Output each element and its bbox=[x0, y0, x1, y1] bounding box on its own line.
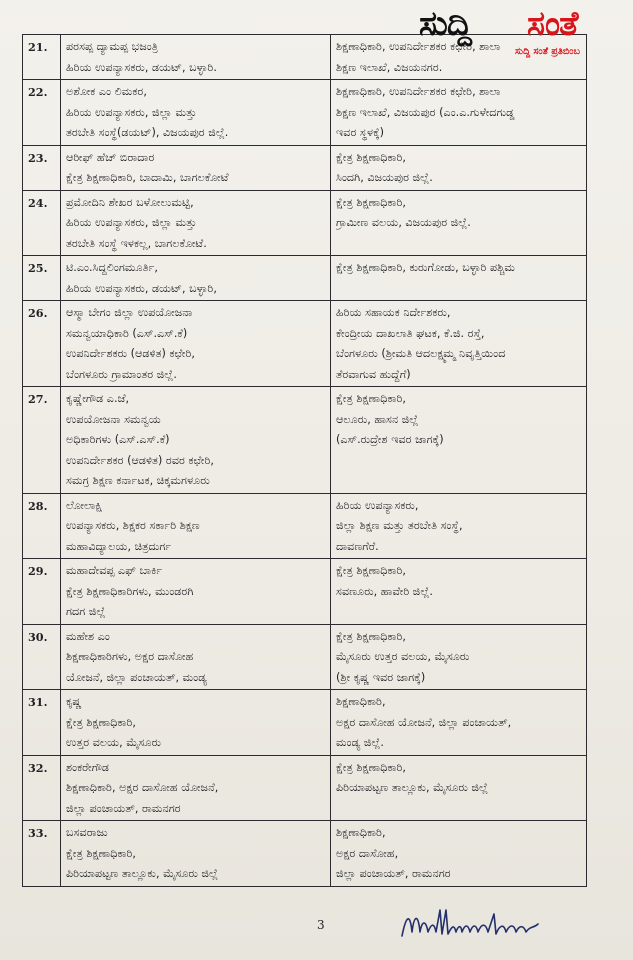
new-post-line: (ಶ್ರೀ ಕೃಷ್ಣ ಇವರ ಜಾಗಕ್ಕೆ) bbox=[336, 670, 426, 684]
serial-number: 28. bbox=[23, 493, 61, 559]
new-post-line: ಶಿಕ್ಷಣಾಧಿಕಾರಿ, ಉಪನಿರ್ದೇಶಕರ ಕಛೇರಿ, ಶಾಲಾ bbox=[336, 40, 501, 53]
current-post-line: ಆರೀಫ್ ಹೆಚ್ ಬಿರಾದಾರ bbox=[66, 150, 155, 164]
table-row bbox=[23, 256, 587, 301]
serial-number: 22. bbox=[23, 80, 61, 146]
serial-number: 33. bbox=[23, 821, 61, 887]
current-post-line: ತರಬೇತಿ ಸಂಸ್ಥೆ ಇಳಕಲ್ಲ, ಬಾಗಲಕೋಟೆ. bbox=[66, 236, 207, 250]
current-post-line: ಕ್ಷೇತ್ರ ಶಿಕ್ಷಣಾಧಿಕಾರಿ, ಬಾದಾಮಿ, ಬಾಗಲಕೋಟೆ bbox=[66, 171, 229, 184]
current-post-cell bbox=[61, 80, 331, 146]
current-post-line: ಪಿರಿಯಾಪಟ್ಟಣ ತಾಲ್ಲೂಕು, ಮೈಸೂರು ಜಿಲ್ಲೆ bbox=[66, 867, 218, 880]
new-post-cell bbox=[331, 624, 587, 690]
new-post-line: ಬೆಂಗಳೂರು (ಶ್ರೀಮತಿ ಆದಲಕ್ಷ್ಮಮ್ಮ ನಿವೃತ್ತಿಯಿಂದ bbox=[336, 347, 506, 360]
current-post-line: ಬೆಂಗಳೂರು ಗ್ರಾಮಾಂತರ ಜಿಲ್ಲೆ. bbox=[66, 367, 177, 381]
table-row bbox=[23, 690, 587, 756]
current-post-cell bbox=[61, 301, 331, 387]
current-post-line: ಶಿಕ್ಷಣಾಧಿಕಾರಿ, ಅಕ್ಷರ ದಾಸೋಹ ಯೋಜನೆ, bbox=[66, 781, 219, 794]
current-post-cell bbox=[61, 190, 331, 256]
new-post-line: ಕ್ಷೇತ್ರ ಶಿಕ್ಷಣಾಧಿಕಾರಿ, bbox=[336, 195, 406, 209]
new-post-line: ತೆರವಾಗುವ ಹುದ್ದೆಗೆ) bbox=[336, 367, 411, 381]
transfer-table bbox=[22, 34, 587, 887]
new-post-line: ಶಿಕ್ಷಣ ಇಲಾಖೆ, ವಿಜಯನಗರ. bbox=[336, 60, 443, 74]
current-post-line: ತರಬೇತಿ ಸಂಸ್ಥೆ(ಡಯಟ್), ವಿಜಯಪುರ ಜಿಲ್ಲೆ. bbox=[66, 126, 229, 139]
new-post-line: ಅಕ್ಷರ ದಾಸೋಹ, bbox=[336, 846, 399, 860]
current-post-line: ಉಪಯೋಜನಾ ಸಮನ್ವಯ bbox=[66, 412, 161, 426]
current-post-line: ಕ್ಷೇತ್ರ ಶಿಕ್ಷಣಾಧಿಕಾರಿ, bbox=[66, 715, 136, 729]
current-post-line: ಹಿರಿಯ ಉಪನ್ಯಾಸಕರು, ಡಯಟ್, ಬಳ್ಳಾರಿ, bbox=[66, 281, 217, 295]
current-post-line: ಮಹಾದೇವಪ್ಪ ಎಫ್ ಬಾರ್ಕಿ bbox=[66, 564, 163, 577]
serial-number: 21. bbox=[23, 35, 61, 80]
current-post-cell bbox=[61, 624, 331, 690]
new-post-cell bbox=[331, 755, 587, 821]
new-post-cell bbox=[331, 301, 587, 387]
new-post-cell bbox=[331, 256, 587, 301]
current-post-line: ಶಂಕರೇಗೌಡ bbox=[66, 760, 110, 774]
current-post-line: ಸಮನ್ವಯಾಧಿಕಾರಿ (ಎಸ್.ಎಸ್.ಕೆ) bbox=[66, 326, 188, 340]
current-post-line: ಕ್ಷೇತ್ರ ಶಿಕ್ಷಣಾಧಿಕಾರಿ, bbox=[66, 846, 136, 860]
current-post-cell bbox=[61, 35, 331, 80]
table-row bbox=[23, 301, 587, 387]
current-post-line: ಆಸ್ಮಾ ಬೇಗಂ ಜಿಲ್ಲಾ ಉಪಯೋಜನಾ bbox=[66, 306, 193, 319]
table-row bbox=[23, 493, 587, 559]
table-row bbox=[23, 755, 587, 821]
new-post-cell bbox=[331, 690, 587, 756]
new-post-line: ಕ್ಷೇತ್ರ ಶಿಕ್ಷಣಾಧಿಕಾರಿ, bbox=[336, 760, 406, 774]
new-post-line: ಸಿಂದಗಿ, ವಿಜಯಪುರ ಜಿಲ್ಲೆ. bbox=[336, 171, 433, 184]
current-post-cell bbox=[61, 755, 331, 821]
current-post-line: ಅಧಿಕಾರಿಗಳು (ಎಸ್.ಎಸ್.ಕೆ) bbox=[66, 433, 170, 446]
current-post-line: ಮಹಾವಿದ್ಯಾಲಯ, ಚಿತ್ರದುರ್ಗ bbox=[66, 539, 172, 553]
serial-number: 23. bbox=[23, 145, 61, 190]
new-post-cell bbox=[331, 821, 587, 887]
new-post-line: ಅಕ್ಷರ ದಾಸೋಹ ಯೋಜನೆ, ಜಿಲ್ಲಾ ಪಂಚಾಯತ್, bbox=[336, 715, 512, 729]
new-post-cell bbox=[331, 387, 587, 494]
handwritten-signature bbox=[398, 902, 568, 946]
logo-word-1: ಸುದ್ದಿ bbox=[419, 4, 471, 44]
new-post-line: ಜಿಲ್ಲಾ ಪಂಚಾಯತ್, ರಾಮನಗರ bbox=[336, 867, 451, 880]
new-post-line: ಕ್ಷೇತ್ರ ಶಿಕ್ಷಣಾಧಿಕಾರಿ, bbox=[336, 629, 406, 643]
new-post-line: ಹಿರಿಯ ಸಹಾಯಕ ನಿರ್ದೇಶಕರು, bbox=[336, 306, 451, 319]
current-post-line: ಕ್ಷೇತ್ರ ಶಿಕ್ಷಣಾಧಿಕಾರಿಗಳು, ಮುಂಡರಗಿ bbox=[66, 584, 194, 598]
current-post-line: ಕೃಷ್ಣೇಗೌಡ ಎ.ಜೆ, bbox=[66, 392, 130, 405]
new-post-line: ಕೇಂದ್ರೀಯ ದಾಖಲಾತಿ ಘಟಕ, ಕೆ.ಜಿ. ರಸ್ತೆ, bbox=[336, 326, 485, 340]
current-post-cell bbox=[61, 387, 331, 494]
current-post-line: ಹಿರಿಯ ಉಪನ್ಯಾಸಕರು, ಡಯಟ್, ಬಳ್ಳಾರಿ. bbox=[66, 60, 217, 74]
news-logo bbox=[419, 4, 629, 60]
new-post-line: ಶಿಕ್ಷಣಾಧಿಕಾರಿ, bbox=[336, 826, 386, 839]
current-post-line: ಪರಸಪ್ಪ ದ್ಯಾಮಪ್ಪ ಭಜಂತ್ರಿ bbox=[66, 40, 159, 53]
current-post-line: ಉಪನ್ಯಾಸಕರು, ಶಿಕ್ಷಕರ ಸರ್ಕಾರಿ ಶಿಕ್ಷಣ bbox=[66, 519, 200, 532]
new-post-cell bbox=[331, 493, 587, 559]
table-row bbox=[23, 387, 587, 494]
new-post-line: ಕ್ಷೇತ್ರ ಶಿಕ್ಷಣಾಧಿಕಾರಿ, bbox=[336, 564, 406, 577]
current-post-line: ಶಿಕ್ಷಣಾಧಿಕಾರಿಗಳು, ಅಕ್ಷರ ದಾಸೋಹ bbox=[66, 650, 194, 663]
new-post-line: ಶಿಕ್ಷಣಾಧಿಕಾರಿ, bbox=[336, 695, 386, 708]
table-row bbox=[23, 821, 587, 887]
logo-tagline: ಸುದ್ದಿ ಸಂತೆ ಪ್ರತಿಬಿಂಬ bbox=[515, 46, 580, 57]
table-row bbox=[23, 624, 587, 690]
new-post-line: ಆಲೂರು, ಹಾಸನ ಜಿಲ್ಲೆ bbox=[336, 412, 419, 426]
current-post-line: ಪ್ರಮೋದಿನಿ ಶೇಖರ ಬಳೋಲುಮಟ್ಟಿ, bbox=[66, 195, 194, 209]
current-post-line: ಬಸವರಾಜು bbox=[66, 826, 108, 839]
transfer-table-body bbox=[23, 35, 587, 887]
current-post-line: ಮಹೇಶ ಎಂ bbox=[66, 629, 110, 643]
new-post-line: ಶಿಕ್ಷಣ ಇಲಾಖೆ, ವಿಜಯಪುರ (ಎಂ.ಎ.ಗುಳೇದಗುಡ್ಡ bbox=[336, 105, 515, 119]
new-post-line: ಗ್ರಾಮೀಣ ವಲಯ, ವಿಜಯಪುರ ಜಿಲ್ಲೆ. bbox=[336, 216, 471, 229]
new-post-line: ಶಿಕ್ಷಣಾಧಿಕಾರಿ, ಉಪನಿರ್ದೇಶಕರ ಕಛೇರಿ, ಶಾಲಾ bbox=[336, 85, 501, 98]
current-post-cell bbox=[61, 145, 331, 190]
current-post-line: ಗದಗ ಜಿಲ್ಲೆ bbox=[66, 605, 106, 618]
new-post-line: ಸವಣೂರು, ಹಾವೇರಿ ಜಿಲ್ಲೆ. bbox=[336, 584, 433, 598]
new-post-line: (ಎಸ್.ರುದ್ರೇಶ ಇವರ ಜಾಗಕ್ಕೆ) bbox=[336, 433, 444, 446]
new-post-line: ಕ್ಷೇತ್ರ ಶಿಕ್ಷಣಾಧಿಕಾರಿ, bbox=[336, 392, 406, 405]
current-post-line: ಲೋಲಾಕ್ಷಿ bbox=[66, 498, 103, 512]
serial-number: 26. bbox=[23, 301, 61, 387]
current-post-line: ಅಶೋಕ ಎಂ ಲಿಮಕರ, bbox=[66, 85, 147, 98]
table-row bbox=[23, 559, 587, 625]
page-number: 3 bbox=[317, 918, 325, 932]
current-post-line: ಟಿ.ಎಂ.ಸಿದ್ದಲಿಂಗಮೂರ್ತಿ, bbox=[66, 261, 158, 274]
current-post-cell bbox=[61, 690, 331, 756]
new-post-cell bbox=[331, 559, 587, 625]
serial-number: 31. bbox=[23, 690, 61, 756]
new-post-cell bbox=[331, 80, 587, 146]
serial-number: 27. bbox=[23, 387, 61, 494]
new-post-line: ಪಿರಿಯಾಪಟ್ಟಣ ತಾಲ್ಲೂಕು, ಮೈಸೂರು ಜಿಲ್ಲೆ bbox=[336, 781, 488, 794]
new-post-cell bbox=[331, 145, 587, 190]
new-post-line: ಇವರ ಸ್ಥಳಕ್ಕೆ) bbox=[336, 126, 384, 139]
new-post-line: ಕ್ಷೇತ್ರ ಶಿಕ್ಷಣಾಧಿಕಾರಿ, ಕುರುಗೋಡು, ಬಳ್ಳಾರಿ ಪಶ್ಚಿಮ bbox=[336, 261, 516, 274]
current-post-line: ಜಿಲ್ಲಾ ಪಂಚಾಯತ್, ರಾಮನಗರ bbox=[66, 801, 181, 815]
new-post-line: ದಾವಣಗೆರೆ. bbox=[336, 539, 379, 553]
serial-number: 30. bbox=[23, 624, 61, 690]
current-post-line: ಉಪನಿರ್ದೇಶಕರ (ಆಡಳಿತ) ರವರ ಕಛೇರಿ, bbox=[66, 453, 214, 467]
new-post-line: ಕ್ಷೇತ್ರ ಶಿಕ್ಷಣಾಧಿಕಾರಿ, bbox=[336, 150, 406, 164]
new-post-line: ಮಂಡ್ಯ ಜಿಲ್ಲೆ. bbox=[336, 736, 384, 749]
current-post-line: ಉಪನಿರ್ದೇಶಕರು (ಆಡಳಿತ) ಕಛೇರಿ, bbox=[66, 347, 195, 360]
table-row bbox=[23, 190, 587, 256]
new-post-line: ಹಿರಿಯ ಉಪನ್ಯಾಸಕರು, bbox=[336, 498, 419, 512]
current-post-line: ಯೋಜನೆ, ಜಿಲ್ಲಾ ಪಂಚಾಯತ್, ಮಂಡ್ಯ bbox=[66, 670, 207, 684]
current-post-line: ಕೃಷ್ಣ bbox=[66, 695, 82, 708]
new-post-cell bbox=[331, 190, 587, 256]
current-post-cell bbox=[61, 821, 331, 887]
current-post-cell bbox=[61, 256, 331, 301]
table-row bbox=[23, 80, 587, 146]
table-row bbox=[23, 145, 587, 190]
current-post-line: ಹಿರಿಯ ಉಪನ್ಯಾಸಕರು, ಜಿಲ್ಲಾ ಮತ್ತು bbox=[66, 105, 197, 119]
serial-number: 25. bbox=[23, 256, 61, 301]
current-post-line: ಸಮಗ್ರ ಶಿಕ್ಷಣ ಕರ್ನಾಟಕ, ಚಿಕ್ಕಮಗಳೂರು bbox=[66, 474, 210, 487]
current-post-cell bbox=[61, 493, 331, 559]
serial-number: 24. bbox=[23, 190, 61, 256]
new-post-line: ಜಿಲ್ಲಾ ಶಿಕ್ಷಣ ಮತ್ತು ತರಬೇತಿ ಸಂಸ್ಥೆ, bbox=[336, 519, 463, 532]
new-post-line: ಮೈಸೂರು ಉತ್ತರ ವಲಯ, ಮೈಸೂರು bbox=[336, 650, 470, 663]
current-post-line: ಹಿರಿಯ ಉಪನ್ಯಾಸಕರು, ಜಿಲ್ಲಾ ಮತ್ತು bbox=[66, 216, 197, 229]
serial-number: 29. bbox=[23, 559, 61, 625]
current-post-cell bbox=[61, 559, 331, 625]
current-post-line: ಉತ್ತರ ವಲಯ, ಮೈಸೂರು bbox=[66, 736, 162, 749]
serial-number: 32. bbox=[23, 755, 61, 821]
logo-word-2: ಸಂತೆ bbox=[527, 4, 578, 44]
